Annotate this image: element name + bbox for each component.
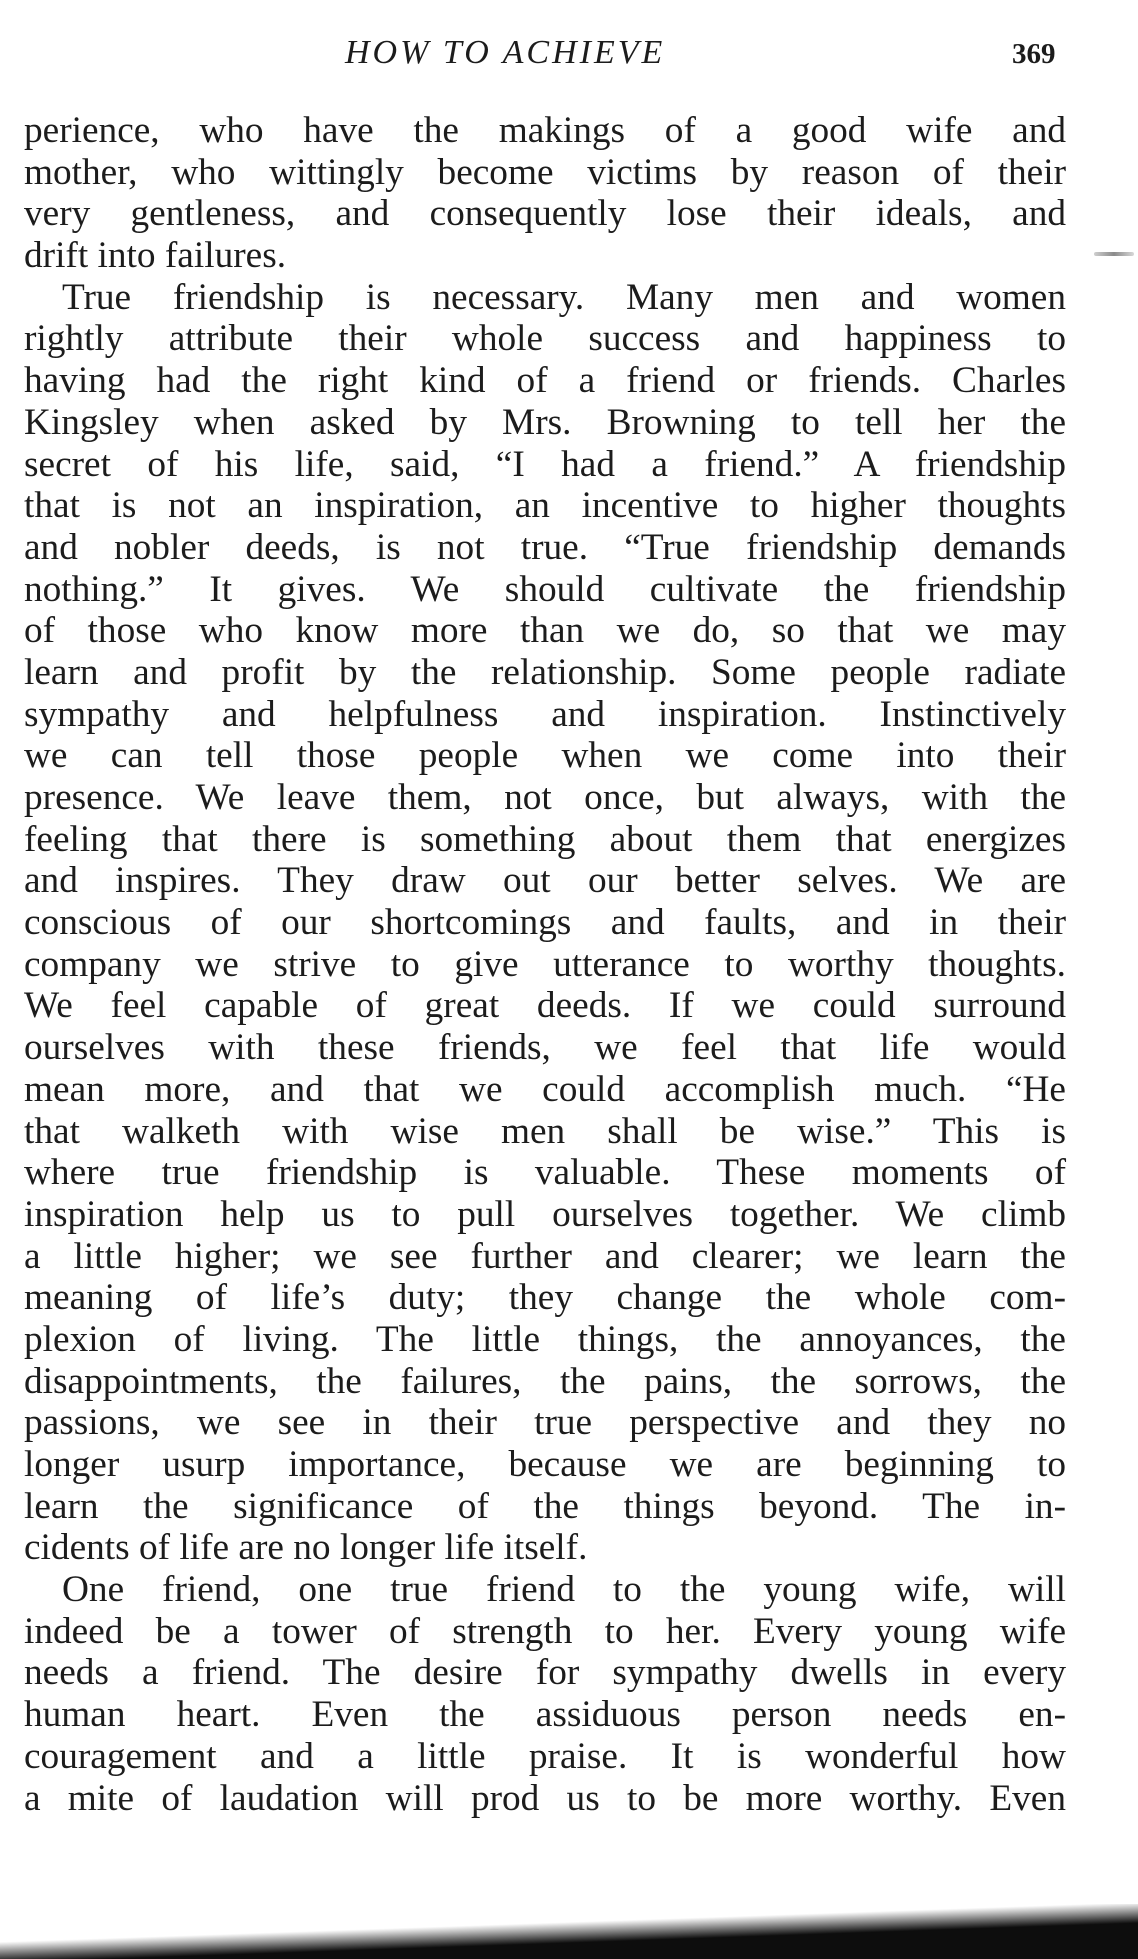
text-line: One friend, one true friend to the young wife, will [62,1569,1066,1611]
text-line: and nobler deeds, is not true. “True friendship demands [24,526,1066,568]
text-line: secret of his life, said, “I had a friend.” A friendship [24,443,1066,485]
text-line: meaning of life’s duty; they change the whole com- [24,1277,1066,1319]
text-line: a little higher; we see further and clearer; we learn the [24,1235,1066,1277]
margin-ink-speck [1094,252,1134,256]
text-line: mother, who wittingly become victims by reason of their [24,151,1066,193]
text-line: passions, we see in their true perspective and they no [24,1402,1066,1444]
text-line: having had the right kind of a friend or friends. Charles [24,360,1066,402]
text-line: inspiration help us to pull ourselves together. We climb [24,1193,1066,1235]
text-line: nothing.” It gives. We should cultivate the friendship [24,568,1066,610]
text-line: longer usurp importance, because we are beginning to [24,1444,1066,1485]
text-line: a mite of laudation will prod us to be more worthy. Even [24,1777,1066,1819]
body-text [24,110,1066,1819]
text-line: that walketh with wise men shall be wise.” This is [24,1110,1066,1152]
text-line: disappointments, the failures, the pains, the sorrows, the [24,1360,1066,1402]
text-line: and inspires. They draw out our better selves. We are [24,860,1066,902]
text-line: learn the significance of the things beyond. The in- [24,1485,1066,1527]
scan-edge-shadow [0,1904,1138,1959]
text-line: we can tell those people when we come into their [24,735,1066,777]
paragraph-3 [24,1569,1066,1819]
text-line: where true friendship is valuable. These moments of [24,1152,1066,1194]
text-line: rightly attribute their whole success and happiness to [24,318,1066,360]
text-line: human heart. Even the assiduous person needs en- [24,1694,1066,1736]
text-line: of those who know more than we do, so that we may [24,610,1066,652]
text-line: ourselves with these friends, we feel that life would [24,1027,1066,1069]
text-line: company we strive to give utterance to worthy thoughts. [24,943,1066,985]
text-line: learn and profit by the relationship. Some people radiate [24,651,1066,693]
text-line: plexion of living. The little things, the annoyances, the [24,1318,1066,1360]
text-line: We feel capable of great deeds. If we could surround [24,985,1066,1027]
text-line: perience, who have the makings of a good wife and [24,110,1066,151]
text-line: True friendship is necessary. Many men and women [62,276,1066,318]
text-line: feeling that there is something about them that energizes [24,818,1066,860]
page-number: 369 [1012,38,1056,70]
text-line: cidents of life are no longer life itself. [24,1527,588,1569]
paragraph-1 [24,110,1066,277]
text-line: sympathy and helpfulness and inspiration. Instinctively [24,693,1066,735]
text-line: presence. We leave them, not once, but always, with the [24,777,1066,818]
running-head-title: HOW TO ACHIEVE [345,34,666,71]
text-line: couragement and a little praise. It is wonderful how [24,1735,1066,1777]
text-line: very gentleness, and consequently lose their ideals, and [24,193,1066,235]
text-line: that is not an inspiration, an incentive to higher thoughts [24,485,1066,527]
text-line: indeed be a tower of strength to her. Every young wife [24,1610,1066,1652]
text-line: Kingsley when asked by Mrs. Browning to tell her the [24,401,1066,443]
text-line: needs a friend. The desire for sympathy dwells in every [24,1652,1066,1694]
text-line: conscious of our shortcomings and faults, and in their [24,902,1066,944]
running-head [0,30,1138,80]
text-line: drift into failures. [24,235,287,277]
paragraph-2 [24,277,1066,1569]
text-line: mean more, and that we could accomplish much. “He [24,1068,1066,1110]
